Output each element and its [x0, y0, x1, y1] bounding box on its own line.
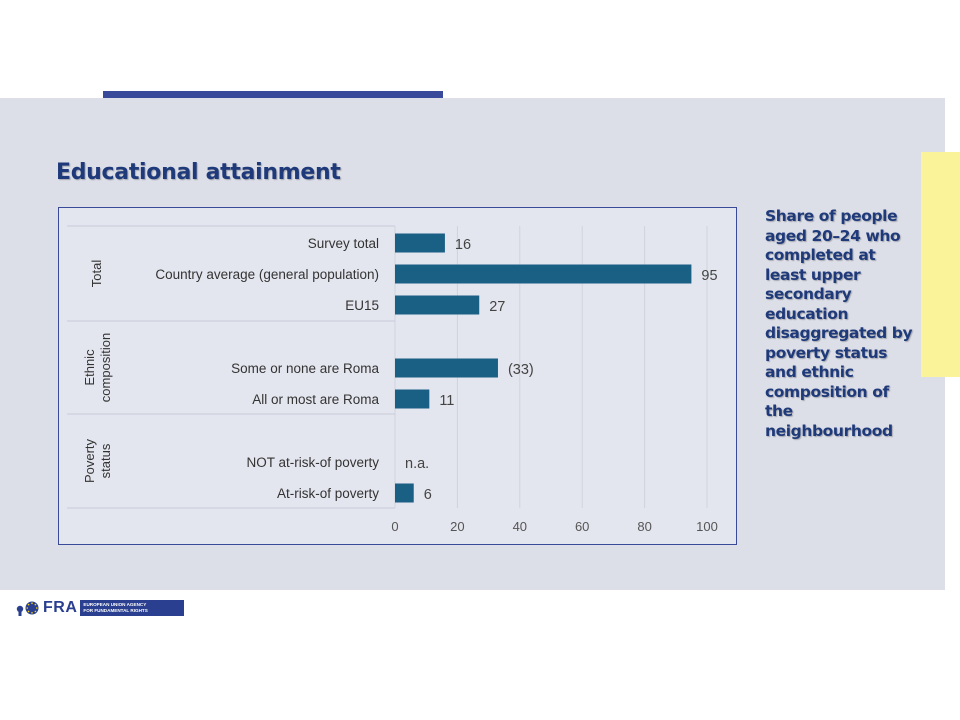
title-accent-bar — [103, 91, 443, 98]
x-tick-label: 20 — [450, 519, 465, 534]
group-label: Ethniccomposition — [82, 332, 113, 403]
data-label: 6 — [423, 487, 432, 503]
logo-tagline-line2: FOR FUNDAMENTAL RIGHTS — [83, 607, 148, 613]
group-label: Povertystatus — [82, 438, 113, 484]
category-label: Some or none are Roma — [231, 361, 379, 376]
bar — [395, 390, 429, 409]
bar — [395, 234, 445, 253]
bar — [395, 296, 479, 315]
eu-stars-icon — [15, 600, 41, 616]
data-label: 95 — [701, 268, 718, 284]
x-tick-label: 0 — [391, 519, 399, 534]
category-label: All or most are Roma — [252, 392, 379, 407]
category-label: Country average (general population) — [155, 267, 379, 282]
data-label: n.a. — [405, 456, 430, 472]
data-label: 27 — [489, 299, 506, 315]
chart-container — [58, 207, 737, 545]
bar — [395, 265, 691, 284]
bar — [395, 359, 498, 378]
bar — [395, 484, 414, 503]
category-label: At-risk-of poverty — [276, 486, 379, 501]
x-tick-label: 100 — [696, 519, 718, 534]
chart-description: Share of people aged 20–24 who completed at least upper secondary education disaggregated by poverty status and ethnic composition of the neighbourhood — [765, 207, 913, 440]
logo-tagline-line1: EUROPEAN UNION AGENCY — [83, 602, 147, 607]
x-tick-label: 40 — [512, 519, 528, 534]
data-label: 11 — [439, 393, 455, 409]
x-tick-label: 80 — [637, 519, 652, 534]
fra-logo — [15, 599, 184, 617]
logo-wordmark: FRA — [43, 599, 78, 616]
category-label: EU15 — [345, 298, 379, 313]
side-highlight-tab — [921, 152, 960, 377]
category-label: Survey total — [307, 236, 379, 251]
data-label: 16 — [454, 237, 472, 253]
category-label: NOT at-risk-of poverty — [246, 455, 379, 470]
slide-title: Educational attainment — [56, 160, 341, 185]
logo-tagline — [80, 600, 184, 616]
group-label: Total — [89, 259, 104, 288]
bar-chart — [59, 208, 738, 546]
data-label: (33) — [507, 362, 534, 378]
x-tick-label: 60 — [574, 519, 590, 534]
